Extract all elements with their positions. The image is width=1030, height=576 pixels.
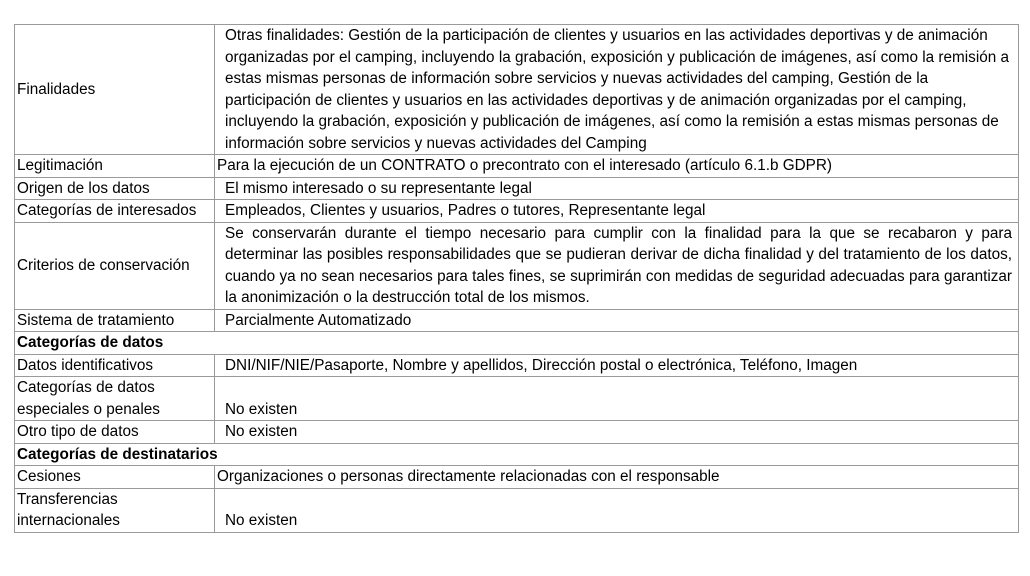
row-label-origen: Origen de los datos	[15, 177, 215, 200]
data-processing-table	[14, 24, 1019, 533]
row-label-categorias-especiales: Categorías de datos especiales o penales	[15, 377, 215, 421]
row-value-cesiones: Organizaciones o personas directamente relacionadas con el responsable	[215, 466, 1019, 489]
section-title-categorias-datos: Categorías de datos	[15, 332, 1019, 355]
row-value-legitimacion: Para la ejecución de un CONTRATO o precontrato con el interesado (artículo 6.1.b GDPR)	[215, 155, 1019, 178]
section-header-row	[15, 443, 1019, 466]
row-value-origen: El mismo interesado o su representante legal	[215, 177, 1019, 200]
row-value-criterios: Se conservarán durante el tiempo necesario para cumplir con la finalidad para la que se recabaron y para determinar las posibles responsabilidades que se pudieran derivar de dicha finalidad y del tratamiento de los datos, cuando ya no sean necesarios para tales fines, se suprimirán con medidas de seguridad adecuadas para garantizar la anonimización o la destrucción total de los mismos.	[215, 222, 1019, 309]
table-row	[15, 354, 1019, 377]
row-label-sistema: Sistema de tratamiento	[15, 309, 215, 332]
row-label-otro-tipo: Otro tipo de datos	[15, 421, 215, 444]
row-value-finalidades: Otras finalidades: Gestión de la participación de clientes y usuarios en las actividades deportivas y de animación organizadas por el camping, incluyendo la grabación, exposición y publicación de imágenes, así como la remisión a estas mismas personas de información sobre servicios y nuevas actividades del camping, Gestión de la participación de clientes y usuarios en las actividades deportivas y de animación organizadas por el camping, incluyendo la grabación, exposición y publicación de imágenes, así como la remisión a estas mismas personas de información sobre servicios y nuevas actividades del Camping	[215, 25, 1019, 155]
table-row	[15, 155, 1019, 178]
row-value-otro-tipo: No existen	[215, 421, 1019, 444]
row-label-cesiones: Cesiones	[15, 466, 215, 489]
table-row	[15, 25, 1019, 155]
table-row	[15, 377, 1019, 421]
row-label-categorias-interesados: Categorías de interesados	[15, 200, 215, 223]
table-row	[15, 309, 1019, 332]
table-row	[15, 488, 1019, 532]
table-row	[15, 466, 1019, 489]
row-value-datos-identificativos: DNI/NIF/NIE/Pasaporte, Nombre y apellidos, Dirección postal o electrónica, Teléfono, Imagen	[215, 354, 1019, 377]
table-row	[15, 421, 1019, 444]
row-value-sistema: Parcialmente Automatizado	[215, 309, 1019, 332]
table-row	[15, 222, 1019, 309]
section-title-categorias-destinatarios: Categorías de destinatarios	[15, 443, 1019, 466]
row-label-finalidades: Finalidades	[15, 25, 215, 155]
table-row	[15, 200, 1019, 223]
row-label-legitimacion: Legitimación	[15, 155, 215, 178]
section-header-row	[15, 332, 1019, 355]
row-value-categorias-interesados: Empleados, Clientes y usuarios, Padres o tutores, Representante legal	[215, 200, 1019, 223]
table-row	[15, 177, 1019, 200]
row-label-datos-identificativos: Datos identificativos	[15, 354, 215, 377]
row-value-categorias-especiales: No existen	[215, 377, 1019, 421]
row-value-transferencias: No existen	[215, 488, 1019, 532]
row-label-criterios: Criterios de conservación	[15, 222, 215, 309]
row-label-transferencias: Transferencias internacionales	[15, 488, 215, 532]
